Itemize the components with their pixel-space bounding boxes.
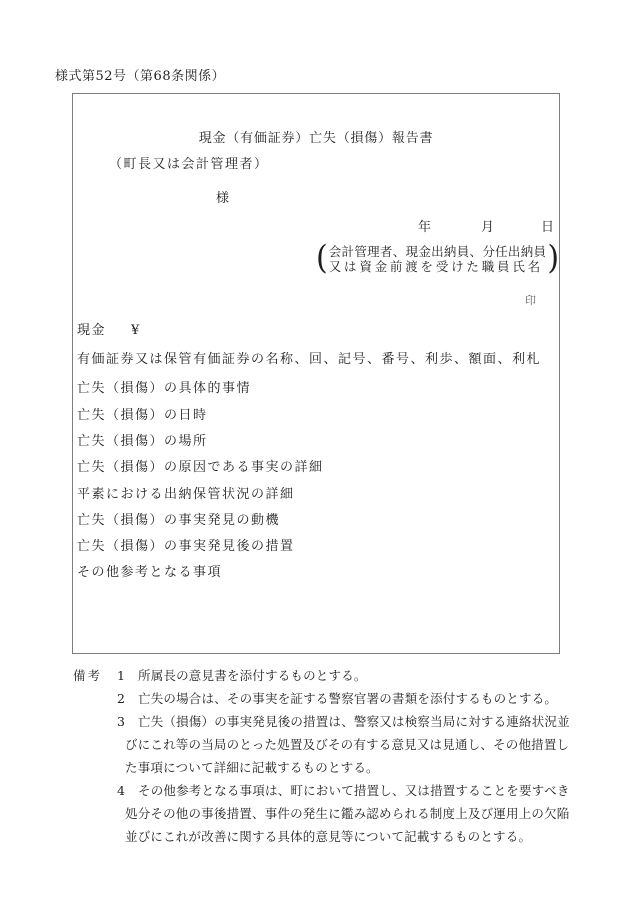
form-field-custody-status: 平素における出納保管状況の詳細 [77,487,295,502]
note-number: 1 [117,668,126,683]
form-field-post-discovery-measures: 亡失（損傷）の事実発見後の措置 [77,539,295,554]
addressee-label: （町長又は会計管理者） [109,157,269,172]
form-field-securities: 有価証券又は保管有価証券の名称、回、記号、番号、利歩、額面、利札 [77,352,542,367]
form-field-circumstances: 亡失（損傷）の具体的事情 [77,381,252,396]
reporter-designation [316,239,560,278]
day-label: 日 [541,220,555,235]
form-title: 現金（有価証券）亡失（損傷）報告書 [198,131,434,146]
note-line-2 [117,687,630,710]
notes-section [0,664,630,848]
form-field-discovery-motive: 亡失（損傷）の事実発見の動機 [77,513,281,528]
note-line-4 [117,779,630,802]
note-text: びにこれ等の当局のとった処置及びその有する意見又は見通し、その他措置し [125,737,570,752]
form-field-cause-detail: 亡失（損傷）の原因である事実の詳細 [77,460,324,475]
note-line-3-continued [125,756,630,779]
reporter-line-1: 会計管理者、現金出納員、分任出納員 [328,244,547,259]
form-field-datetime: 亡失（損傷）の日時 [77,408,208,423]
note-number: 4 [117,783,126,798]
reporter-designation-lines [328,244,548,274]
note-text: 並びにこれが改善に関する具体的意見等について記載するものとする。 [125,829,532,844]
cash-label: 現金 [77,323,107,338]
form-field-location: 亡失（損傷）の場所 [77,434,208,449]
form-number-label: 様式第52号（第68条関係） [55,69,226,84]
note-text: 亡失（損傷）の事実発見後の措置は、警察又は検察当局に対する連絡状況並 [138,714,570,729]
month-label: 月 [481,220,495,235]
form-box [72,93,560,654]
note-line-3-continued [125,733,630,756]
note-line-3 [117,710,630,733]
seal-mark: 印 [525,294,536,307]
note-number: 3 [117,714,126,729]
note-number: 2 [117,691,126,706]
note-text: た事項について詳細に記載するものとする。 [125,760,379,775]
reporter-line-2: 又は資金前渡を受けた職員氏名 [328,259,543,274]
notes-label: 備考 [73,668,103,683]
note-line-4-continued [125,802,630,825]
note-text: 処分その他の事後措置、事件の発生に鑑み認められる制度上及び運用上の欠陥 [125,806,570,821]
note-text: 所属長の意見書を添付するものとする。 [138,668,367,683]
note-line-1 [117,664,630,687]
open-paren: ( [316,239,328,278]
form-field-other-reference: その他参考となる事項 [77,565,223,580]
close-paren: ) [547,239,560,278]
note-line-4-continued [125,825,630,848]
yen-symbol: ¥ [131,323,140,338]
note-text: その他参考となる事項は、町において措置し、又は措置することを要すべき [138,783,570,798]
honorific-label: 様 [216,191,231,206]
year-label: 年 [418,220,432,235]
note-text: 亡失の場合は、その事実を証する警察官署の書類を添付するものとする。 [138,691,558,706]
